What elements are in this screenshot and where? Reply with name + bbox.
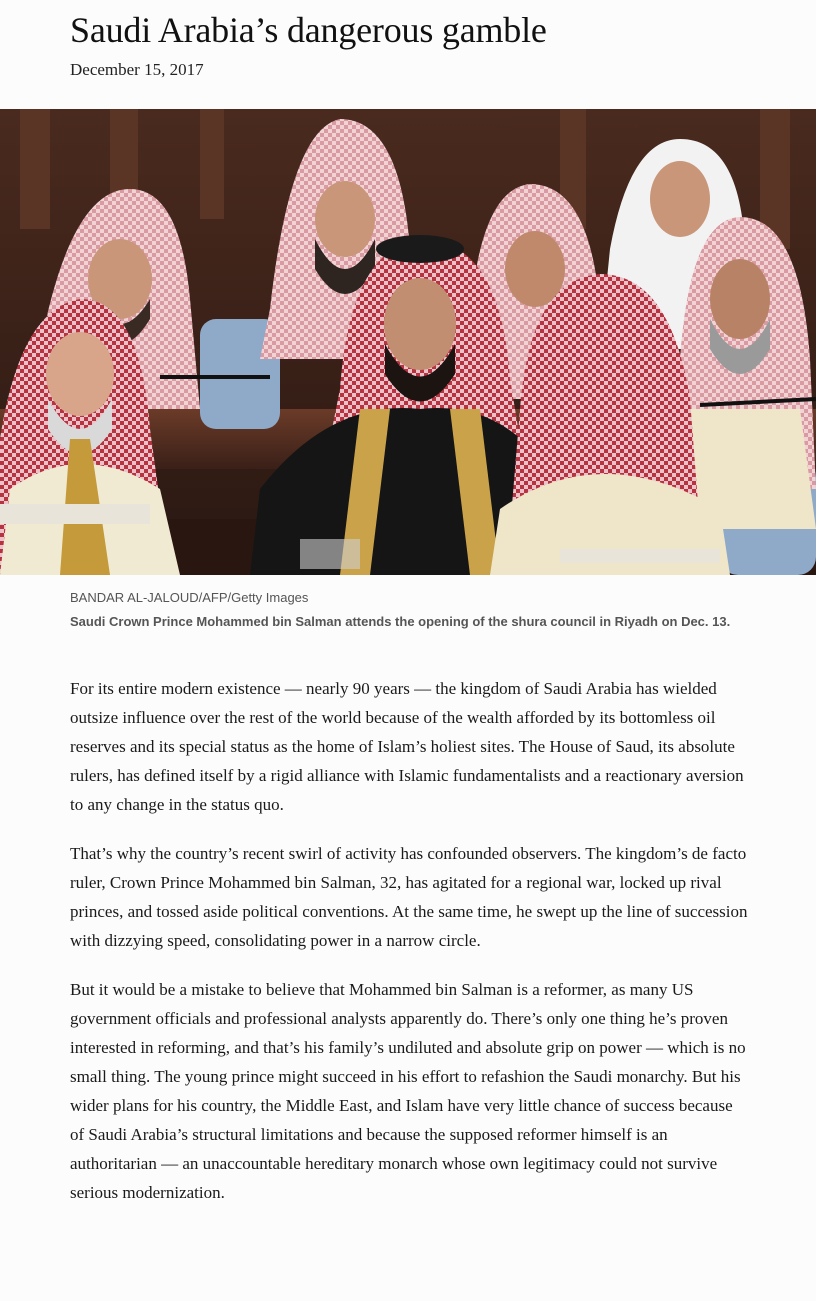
photo-credit: BANDAR AL-JALOUD/AFP/Getty Images: [70, 590, 309, 605]
article-body: [70, 674, 750, 1227]
body-paragraph: That’s why the country’s recent swirl of activity has confounded observers. The kingdom’s de facto ruler, Crown Prince Mohammed bin Salman, 32, has agitated for a regional war, locked up rival princes, and tossed aside political conventions. At the same time, he swept up the line of succession with dizzying speed, consolidating power in a narrow circle.: [70, 844, 748, 950]
body-paragraph: For its entire modern existence — nearly 90 years — the kingdom of Saudi Arabia has wielded outsize influence over the rest of the world because of the wealth afforded by its bottomless oil reserves and its special status as the home of Islam’s holiest sites. The House of Saud, its absolute rulers, has defined itself by a rigid alliance with Islamic fundamentalists and a reactionary aversion to any change in the status quo.: [70, 679, 744, 814]
photo-caption: Saudi Crown Prince Mohammed bin Salman attends the opening of the shura council in Riyadh on Dec. 13.: [70, 614, 731, 629]
article-date: December 15, 2017: [70, 60, 204, 79]
photo-illustration: [0, 109, 816, 575]
article-headline: Saudi Arabia’s dangerous gamble: [70, 10, 547, 50]
article-photo: [0, 109, 816, 575]
body-paragraph: But it would be a mistake to believe that Mohammed bin Salman is a reformer, as many US government officials and professional analysts apparently do. There’s only one thing he’s proven interested in reforming, and that’s his family’s undiluted and absolute grip on power — which is no small thing. The young prince might succeed in his effort to refashion the Saudi monarchy. But his wider plans for his country, the Middle East, and Islam have very little chance of success because of Saudi Arabia’s structural limitations and because the supposed reformer himself is an authoritarian — an unaccountable hereditary monarch whose own legitimacy could not survive serious modernization.: [70, 980, 746, 1202]
